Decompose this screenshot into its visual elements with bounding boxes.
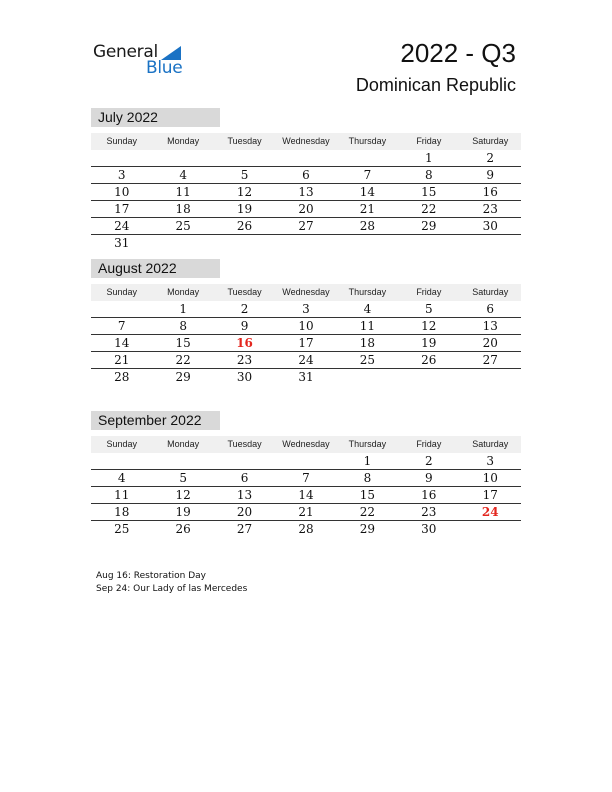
day-cell: 6 [240,471,249,485]
day-cell [398,235,459,251]
day-cell: 8 [179,319,187,333]
day-cell [152,453,213,469]
month-label: July 2022 [91,108,220,127]
day-cell: 11 [175,185,191,199]
day-cell: 22 [175,353,191,367]
day-cell: 4 [363,302,372,316]
day-name: Monday [167,136,200,146]
logo-blue-text: Blue [146,58,183,78]
day-cell: 8 [363,471,372,485]
day-cell: 12 [236,185,253,199]
day-cell: 30 [482,219,498,233]
day-cell: 7 [363,168,372,182]
day-names-row [91,284,521,301]
day-cell: 26 [236,219,253,233]
week-row [91,201,521,218]
day-cell [460,521,521,537]
day-name: Thursday [348,136,387,146]
day-cell: 9 [425,471,433,485]
day-cell: 25 [359,353,376,367]
day-cell: 1 [363,454,372,468]
day-cell: 25 [175,219,191,233]
day-cell: 15 [175,336,191,350]
day-cell: 5 [179,471,187,485]
day-cell: 31 [298,370,314,384]
week-row [91,318,521,335]
month-label: August 2022 [91,259,220,278]
day-cell: 14 [114,336,130,350]
day-cell [460,235,521,251]
day-cell: 2 [486,151,495,165]
week-row [91,453,521,470]
day-name: Sunday [106,439,137,449]
day-cell: 19 [421,336,437,350]
week-row [91,470,521,487]
day-name: Sunday [106,287,137,297]
day-cell: 9 [240,319,249,333]
day-cell: 24 [481,505,499,519]
day-cell: 7 [302,471,310,485]
day-names-row [91,436,521,453]
day-cell [460,369,521,385]
week-row [91,218,521,235]
week-row [91,184,521,201]
generalblue-logo [93,42,193,78]
day-cell [91,453,152,469]
day-cell: 29 [359,522,376,536]
day-cell [152,235,213,251]
day-cell: 20 [482,336,498,350]
month-september [91,411,521,537]
day-name: Saturday [472,287,509,297]
day-name: Sunday [106,136,137,146]
day-cell: 27 [482,353,498,367]
day-cell: 28 [114,370,130,384]
day-name: Monday [167,287,200,297]
day-cell: 19 [175,505,191,519]
day-name: Thursday [348,287,387,297]
day-cell: 3 [117,168,126,182]
day-cell: 15 [421,185,437,199]
day-cell: 7 [117,319,126,333]
day-cell: 30 [236,370,253,384]
day-cell: 16 [482,185,498,199]
day-cell: 6 [302,168,310,182]
day-cell [91,150,152,166]
day-cell: 17 [114,202,130,216]
day-name: Tuesday [227,439,262,449]
day-name: Saturday [472,136,509,146]
day-cell: 5 [425,302,433,316]
week-row [91,167,521,184]
day-cell: 26 [421,353,437,367]
day-cell: 2 [425,454,433,468]
day-cell: 10 [482,471,498,485]
day-cell: 5 [240,168,249,182]
week-row [91,352,521,369]
day-cell: 29 [421,219,437,233]
day-cell: 31 [114,236,130,250]
day-cell: 14 [298,488,314,502]
day-name: Wednesday [282,287,330,297]
day-cell: 15 [359,488,376,502]
day-name: Friday [416,136,442,146]
day-cell: 22 [359,505,376,519]
day-name: Friday [416,287,442,297]
day-cell: 21 [298,505,314,519]
day-name: Saturday [472,439,509,449]
day-cell: 13 [236,488,253,502]
day-cell: 22 [421,202,437,216]
day-cell: 11 [359,319,376,333]
week-row [91,301,521,318]
month-label: September 2022 [91,411,220,430]
day-cell: 12 [421,319,437,333]
logo-general-text: General [93,42,158,62]
day-cell: 11 [114,488,130,502]
day-name: Wednesday [282,136,330,146]
day-cell: 27 [298,219,314,233]
day-cell [275,150,336,166]
month-july [91,108,521,251]
holiday-note: Aug 16: Restoration Day [96,571,206,581]
holiday-note: Sep 24: Our Lady of las Mercedes [96,584,248,594]
day-cell [91,301,152,317]
day-cell: 19 [236,202,253,216]
day-cell [214,235,275,251]
day-cell [214,150,275,166]
week-row [91,235,521,251]
day-cell: 24 [114,219,130,233]
day-name: Monday [167,439,200,449]
day-cell: 17 [298,336,314,350]
day-cell: 25 [114,522,130,536]
holiday-notes [96,570,247,596]
day-cell: 10 [114,185,130,199]
day-cell: 23 [421,505,437,519]
day-cell: 29 [175,370,191,384]
day-cell: 26 [175,522,191,536]
week-row [91,369,521,385]
day-name: Tuesday [227,287,262,297]
day-cell: 18 [359,336,376,350]
day-name: Tuesday [227,136,262,146]
week-row [91,335,521,352]
day-cell: 6 [486,302,495,316]
day-cell: 24 [298,353,314,367]
day-cell: 8 [425,168,433,182]
day-cell: 13 [298,185,314,199]
day-cell: 18 [114,505,130,519]
week-row [91,150,521,167]
country-name: Dominican Republic [355,75,516,95]
day-cell: 4 [117,471,126,485]
day-cell: 1 [179,302,187,316]
day-cell [275,235,336,251]
day-cell: 30 [421,522,437,536]
day-cell: 16 [236,336,253,350]
day-cell: 20 [236,505,253,519]
day-cell [398,369,459,385]
day-cell: 3 [486,454,495,468]
day-cell [275,453,336,469]
day-cell [337,150,398,166]
day-cell: 3 [302,302,310,316]
day-cell: 4 [179,168,187,182]
day-cell: 16 [421,488,437,502]
day-cell: 10 [298,319,314,333]
day-cell [337,369,398,385]
day-name: Wednesday [282,439,330,449]
day-names-row [91,133,521,150]
day-cell [337,235,398,251]
day-cell: 21 [114,353,130,367]
week-row [91,521,521,537]
day-cell: 20 [298,202,314,216]
day-cell: 2 [240,302,249,316]
week-row [91,487,521,504]
day-cell: 27 [236,522,253,536]
day-cell: 23 [236,353,253,367]
day-cell: 9 [486,168,495,182]
day-cell: 14 [359,185,376,199]
page-title: 2022 - Q3 [400,38,516,68]
day-cell: 17 [482,488,498,502]
day-cell: 21 [359,202,376,216]
day-cell: 28 [298,522,314,536]
day-cell [152,150,213,166]
day-cell [214,453,275,469]
day-name: Friday [416,439,442,449]
day-cell: 28 [359,219,376,233]
day-cell: 13 [482,319,498,333]
week-row [91,504,521,521]
day-cell: 1 [425,151,433,165]
day-cell: 12 [175,488,191,502]
month-august [91,259,521,385]
day-name: Thursday [348,439,387,449]
day-cell: 23 [482,202,498,216]
day-cell: 18 [175,202,191,216]
